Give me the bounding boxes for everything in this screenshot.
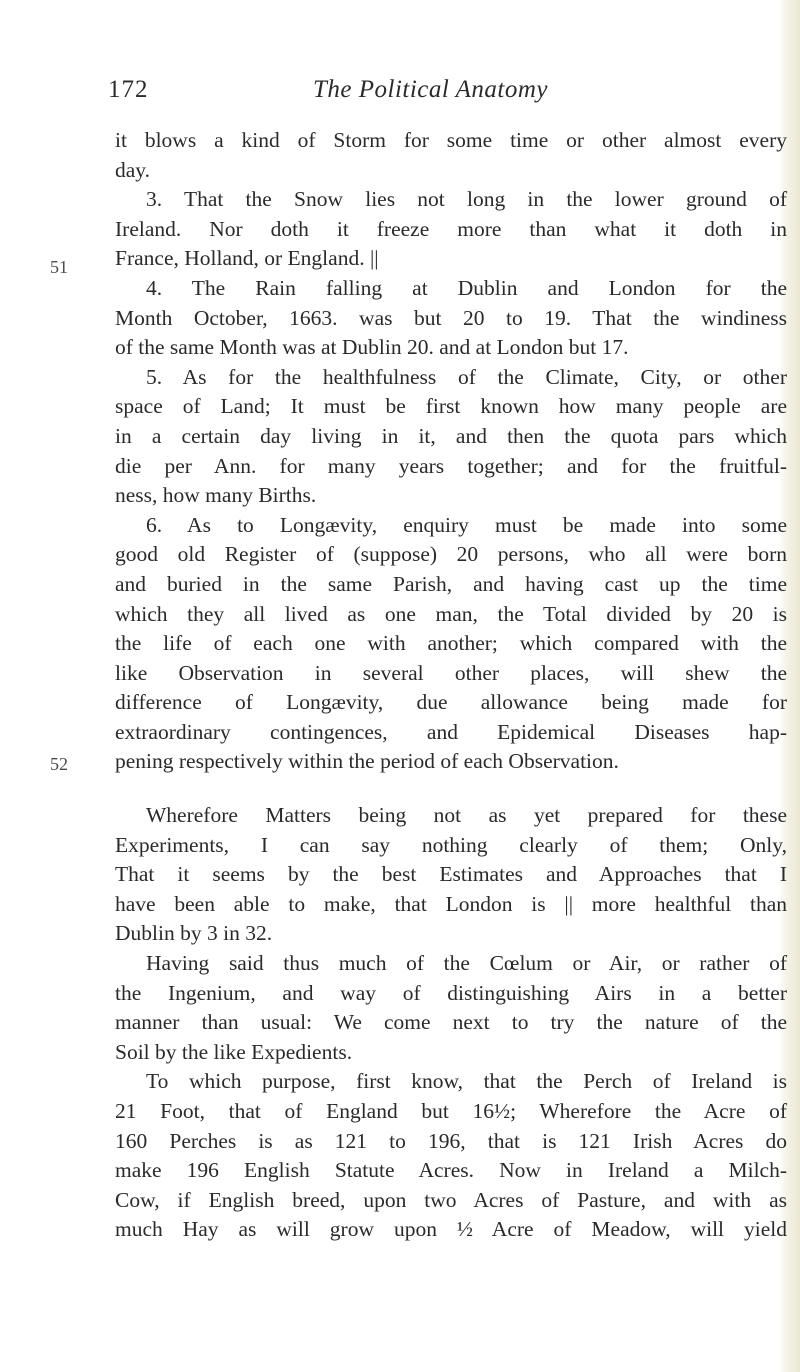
- running-head: [108, 76, 708, 110]
- text-line: Having said thus much of the Cœlum or Air, or rather of: [146, 951, 787, 976]
- text-line: much Hay as will grow upon ½ Acre of Meadow, will yield: [115, 1217, 787, 1242]
- text-line: pening respectively within the period of each Observation.: [115, 749, 619, 774]
- text-line: Soil by the like Expedients.: [115, 1039, 353, 1064]
- text-line: Wherefore Matters being not as yet prepared for these: [146, 803, 787, 828]
- text-line: Dublin by 3 in 32.: [115, 921, 273, 946]
- text-line: That it seems by the best Estimates and Approaches that I: [115, 862, 787, 887]
- text-line: day.: [115, 157, 151, 182]
- text-line: difference of Longævity, due allowance being made for: [115, 690, 787, 715]
- text-line: the life of each one with another; which compared with the: [115, 631, 787, 656]
- text-line: which they all lived as one man, the Total divided by 20 is: [115, 601, 787, 626]
- margin-page-marker: 51: [50, 257, 68, 277]
- text-line: Cow, if English breed, upon two Acres of Pasture, and with as: [115, 1187, 787, 1212]
- text-line: Experiments, I can say nothing clearly of them; Only,: [115, 832, 787, 857]
- text-line: 5. As for the healthfulness of the Climate, City, or other: [146, 364, 787, 389]
- text-line: extraordinary contingences, and Epidemical Diseases hap-: [115, 719, 787, 744]
- running-title: The Political Anatomy: [313, 76, 549, 103]
- text-line: Month October, 1663. was but 20 to 19. That the windiness: [115, 305, 787, 330]
- text-line: it blows a kind of Storm for some time or other almost every: [115, 128, 787, 152]
- body-text: [115, 126, 787, 1245]
- text-line: have been able to make, that London is || more healthful than: [115, 891, 787, 916]
- text-line: France, Holland, or England. ||: [115, 246, 379, 271]
- text-line: 4. The Rain falling at Dublin and London for the: [146, 275, 787, 300]
- text-line: of the same Month was at Dublin 20. and at London but 17.: [115, 335, 629, 360]
- text-line: ness, how many Births.: [115, 483, 317, 508]
- text-line: Ireland. Nor doth it freeze more than what it doth in: [115, 216, 787, 241]
- text-line: To which purpose, first know, that the Perch of Ireland is: [146, 1069, 787, 1094]
- text-line: in a certain day living in it, and then the quota pars which: [115, 423, 787, 448]
- text-line: 160 Perches is as 121 to 196, that is 121 Irish Acres do: [115, 1128, 787, 1153]
- text-line: space of Land; It must be first known how many people are: [115, 394, 787, 419]
- page-number: 172: [108, 76, 149, 103]
- text-line: manner than usual: We come next to try the nature of the: [115, 1010, 787, 1035]
- text-line: die per Ann. for many years together; and for the fruitful-: [115, 453, 787, 478]
- text-line: good old Register of (suppose) 20 persons, who all were born: [115, 542, 787, 567]
- text-line: like Observation in several other places, will shew the: [115, 660, 787, 685]
- text-line: 6. As to Longævity, enquiry must be made into some: [146, 512, 787, 537]
- text-line: 3. That the Snow lies not long in the lower ground of: [146, 187, 787, 212]
- margin-page-marker: 52: [50, 754, 68, 774]
- text-line: make 196 English Statute Acres. Now in Ireland a Milch-: [115, 1158, 787, 1183]
- text-line: 21 Foot, that of England but 16½; Wherefore the Acre of: [115, 1099, 787, 1123]
- text-line: and buried in the same Parish, and having cast up the time: [115, 571, 787, 596]
- text-line: the Ingenium, and way of distinguishing Airs in a better: [115, 980, 787, 1005]
